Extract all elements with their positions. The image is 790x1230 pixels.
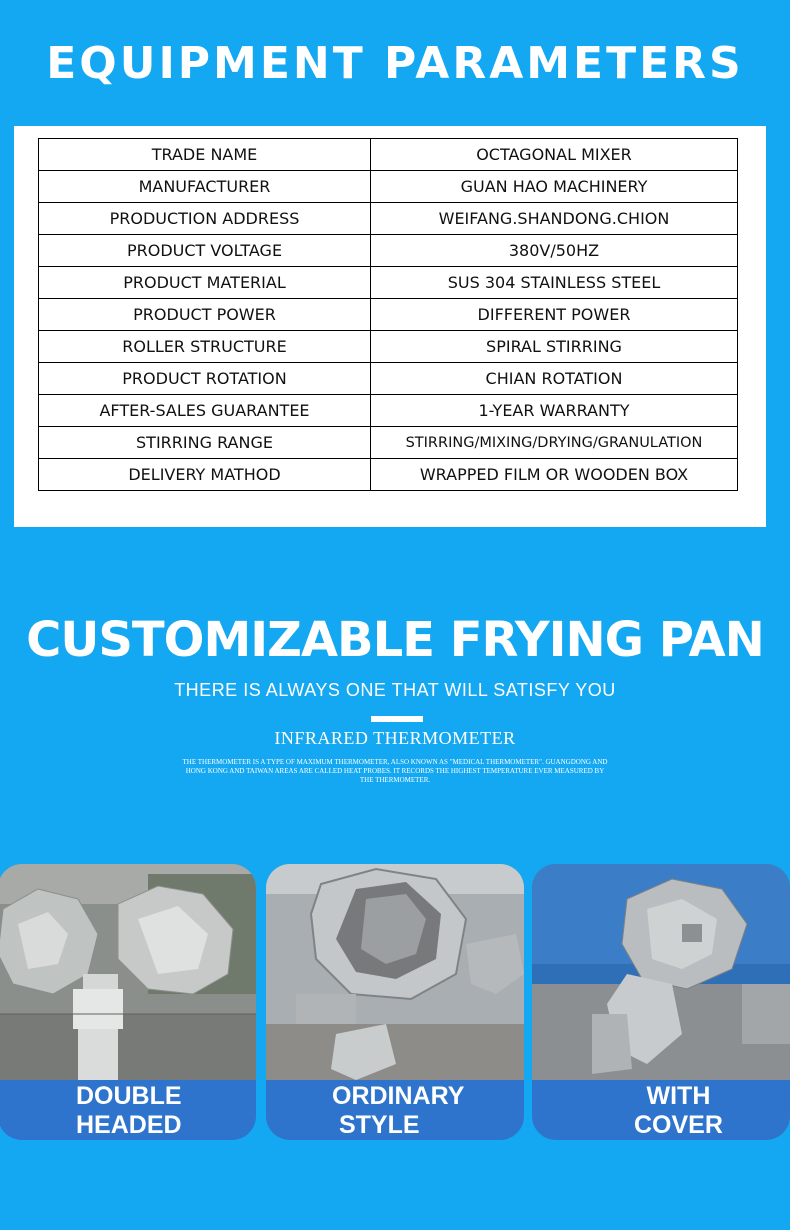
- param-value: CHIAN ROTATION: [371, 363, 738, 395]
- covered-mixer-photo: [532, 864, 790, 1080]
- product-card-ordinary-style[interactable]: [266, 864, 524, 1140]
- param-value: STIRRING/MIXING/DRYING/GRANULATION: [371, 427, 738, 459]
- section-title: INFRARED THERMOMETER: [274, 728, 516, 748]
- divider: [371, 716, 423, 722]
- table-row: [39, 235, 738, 267]
- param-value: OCTAGONAL MIXER: [371, 139, 738, 171]
- param-label: STIRRING RANGE: [39, 427, 371, 459]
- product-caption: DOUBLE HEADED: [76, 1082, 182, 1139]
- param-value: WEIFANG.SHANDONG.CHION: [371, 203, 738, 235]
- page-title: EQUIPMENT PARAMETERS: [46, 38, 744, 89]
- table-row: [39, 139, 738, 171]
- table-row: [39, 331, 738, 363]
- product-caption: ORDINARY STYLE: [332, 1082, 465, 1139]
- promo-headline: CUSTOMIZABLE FRYING PAN: [26, 612, 764, 668]
- param-label: PRODUCT ROTATION: [39, 363, 371, 395]
- param-label: PRODUCT VOLTAGE: [39, 235, 371, 267]
- param-label: PRODUCTION ADDRESS: [39, 203, 371, 235]
- param-label: ROLLER STRUCTURE: [39, 331, 371, 363]
- parameters-panel: [14, 126, 766, 527]
- ordinary-mixer-photo: [266, 864, 524, 1080]
- double-headed-mixer-photo: [0, 864, 256, 1080]
- param-label: TRADE NAME: [39, 139, 371, 171]
- param-value: WRAPPED FILM OR WOODEN BOX: [371, 459, 738, 491]
- param-label: AFTER-SALES GUARANTEE: [39, 395, 371, 427]
- table-row: [39, 203, 738, 235]
- product-card-with-cover[interactable]: [532, 864, 790, 1140]
- parameters-table: [38, 138, 738, 491]
- param-value: GUAN HAO MACHINERY: [371, 171, 738, 203]
- param-label: PRODUCT POWER: [39, 299, 371, 331]
- table-row: [39, 427, 738, 459]
- table-row: [39, 299, 738, 331]
- param-label: DELIVERY MATHOD: [39, 459, 371, 491]
- product-caption: WITH COVER: [634, 1082, 723, 1139]
- table-row: [39, 459, 738, 491]
- param-label: MANUFACTURER: [39, 171, 371, 203]
- section-description: THE THERMOMETER IS A TYPE OF MAXIMUM THERMOMETER, ALSO KNOWN AS "MEDICAL THERMOMETER". GUANGDONG AND HONG KONG AND TAIWAN AREAS ARE CALLED HEAT PROBES. IT RECORDS THE HIGHEST TEMPERATURE EVER MEASURED BY THE THERMOMETER.: [182, 758, 608, 784]
- promo-subhead: THERE IS ALWAYS ONE THAT WILL SATISFY YOU: [174, 680, 616, 700]
- table-row: [39, 267, 738, 299]
- param-value: DIFFERENT POWER: [371, 299, 738, 331]
- param-label: PRODUCT MATERIAL: [39, 267, 371, 299]
- param-value: 1-YEAR WARRANTY: [371, 395, 738, 427]
- product-card-double-headed[interactable]: [0, 864, 256, 1140]
- param-value: 380V/50HZ: [371, 235, 738, 267]
- table-row: [39, 395, 738, 427]
- table-row: [39, 363, 738, 395]
- table-row: [39, 171, 738, 203]
- param-value: SUS 304 STAINLESS STEEL: [371, 267, 738, 299]
- param-value: SPIRAL STIRRING: [371, 331, 738, 363]
